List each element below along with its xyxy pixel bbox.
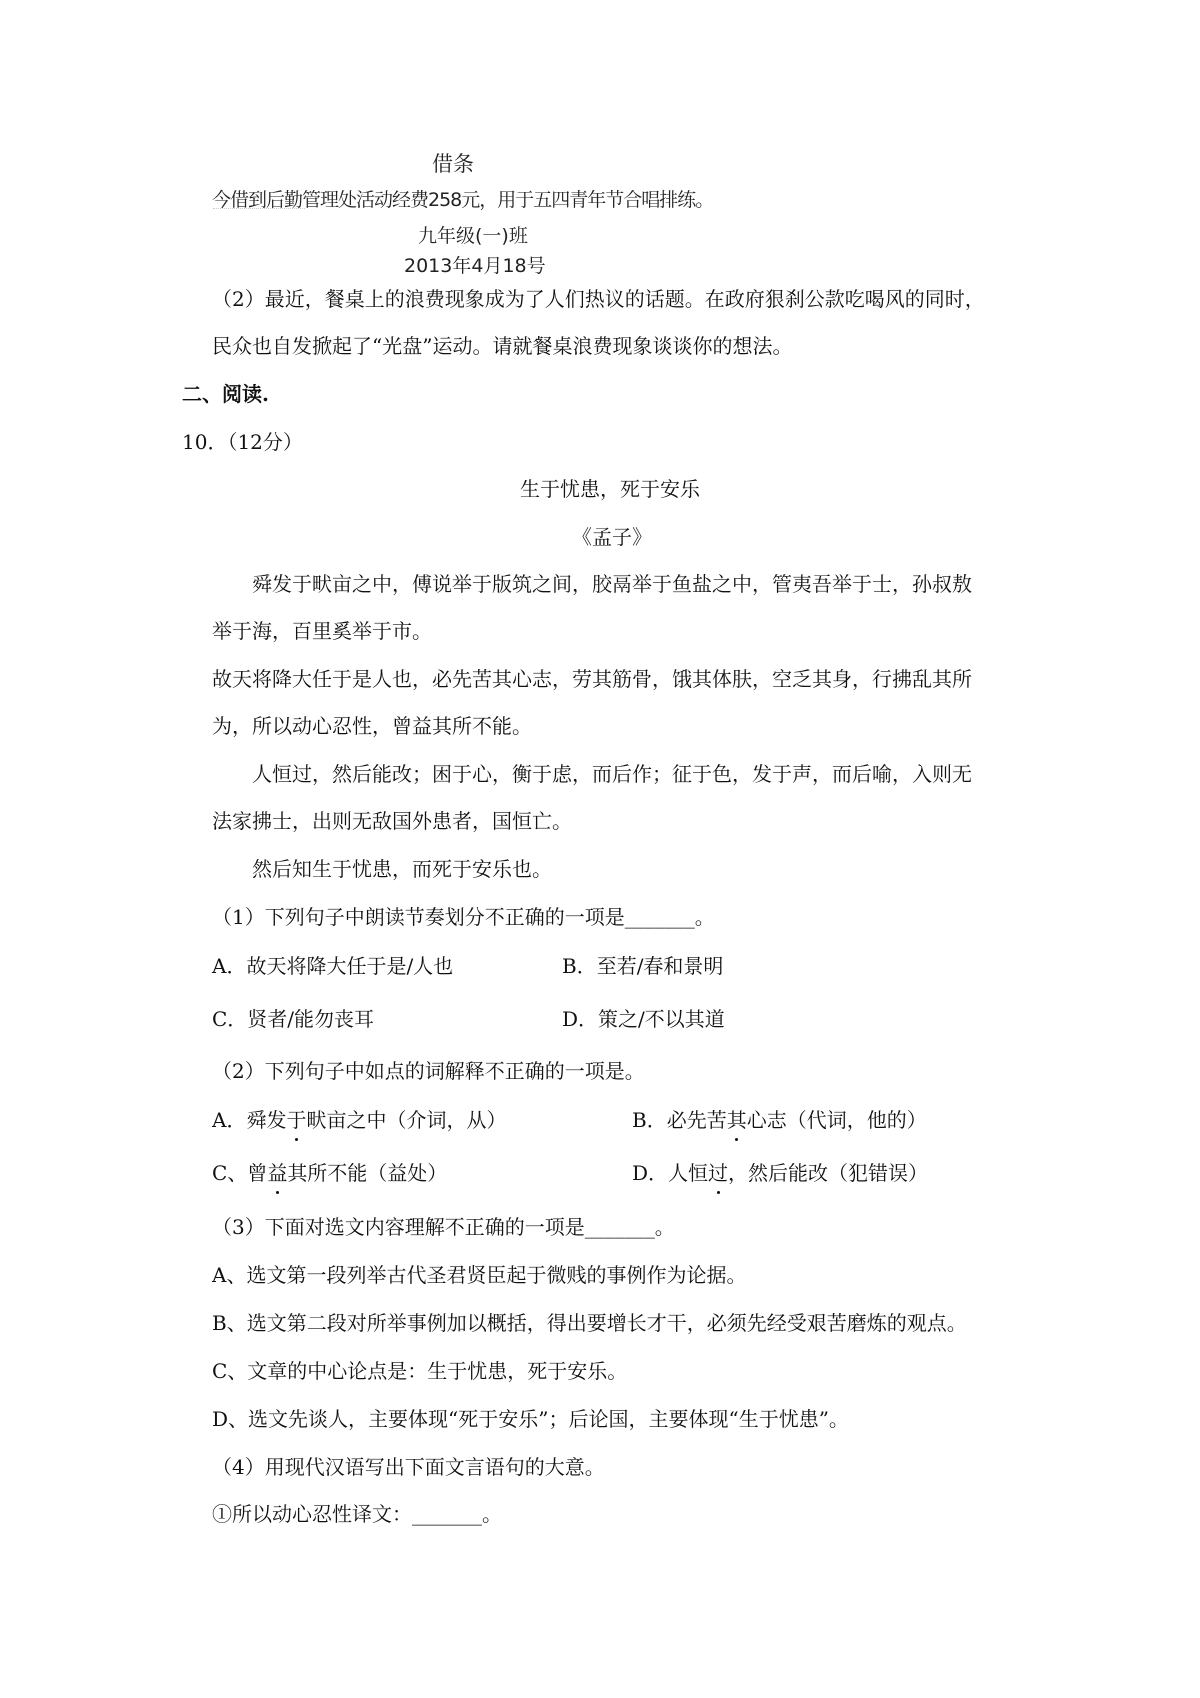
sq2-b-post: 心志（代词，他的） — [746, 1108, 927, 1132]
note-signer: 九年级(一)班 — [418, 225, 528, 247]
sq2-d-post: ，然后能改（犯错误） — [728, 1161, 929, 1185]
sq2-a-pre: A．舜发 — [212, 1108, 287, 1132]
passage-title: 生于忧患，死于安乐 — [520, 477, 700, 501]
sq2-d-pre: D．人恒 — [632, 1161, 709, 1185]
sq2-option-b — [632, 1106, 927, 1134]
sq3-stem: （3）下面对选文内容理解不正确的一项是_______。 — [212, 1215, 675, 1239]
sq2-c-dotted-word: 益 — [267, 1161, 288, 1185]
sq2-c-pre: C、曾 — [212, 1161, 268, 1185]
q10-header: 10．（12分） — [182, 430, 303, 454]
note-body: 今借到后勤管理处活动经费258元，用于五四青年节合唱排练。 — [212, 189, 714, 211]
sq1-stem: （1）下列句子中朗读节奏划分不正确的一项是_______。 — [212, 905, 715, 929]
sq2-b-dotted-word: 其 — [726, 1108, 747, 1132]
sq3-option-b: B、选文第二段对所举事例加以概括，得出要增长才干，必须先经受艰苦磨炼的观点。 — [212, 1311, 967, 1335]
passage-para4: 然后知生于忧患，而死于安乐也。 — [252, 857, 552, 881]
note-date: 2013年4月18号 — [404, 255, 546, 277]
note-title: 借条 — [432, 152, 474, 176]
passage-para3-line1: 人恒过，然后能改；困于心，衡于虑，而后作；征于色，发于声，而后喻，入则无 — [252, 762, 972, 786]
sq2-d-dotted-word: 过 — [708, 1161, 729, 1185]
sq2-option-a — [212, 1106, 506, 1134]
sq2-option-d — [632, 1159, 928, 1187]
sq3-option-d: D、选文先谈人，主要体现“死于安乐”；后论国，主要体现“生于忧患”。 — [212, 1407, 849, 1431]
sq2-b-pre: B．必先苦 — [632, 1108, 727, 1132]
sq1-option-b: B．至若/春和景明 — [562, 954, 724, 978]
passage-para3-line2: 法家拂士，出则无敌国外患者，国恒亡。 — [212, 809, 572, 833]
sq2-option-c — [212, 1159, 447, 1187]
passage-para2-line2: 为，所以动心忍性，曾益其所不能。 — [212, 714, 532, 738]
sq4-item1: ①所以动心忍性译文：_______。 — [212, 1502, 502, 1526]
sq1-option-a: A．故天将降大任于是/人也 — [212, 954, 454, 978]
sq3-option-c: C、文章的中心论点是：生于忧患，死于安乐。 — [212, 1359, 628, 1383]
passage-author: 《孟子》 — [572, 525, 652, 549]
sq1-option-c: C．贤者/能勿丧耳 — [212, 1007, 375, 1031]
sq4-stem: （4）用现代汉语写出下面文言语句的大意。 — [212, 1455, 605, 1479]
q9-2-line2: 民众也自发掀起了“光盘”运动。请就餐桌浪费现象谈谈你的想法。 — [212, 334, 793, 358]
passage-para2-line1: 故天将降大任于是人也，必先苦其心志，劳其筋骨，饿其体肤，空乏其身，行拂乱其所 — [212, 667, 972, 691]
sq1-option-d: D．策之/不以其道 — [562, 1007, 725, 1031]
sq2-a-post: 畎亩之中（介词，从） — [306, 1108, 507, 1132]
sq2-stem: （2）下列句子中如点的词解释不正确的一项是。 — [212, 1059, 645, 1083]
passage-para1-line2: 举于海，百里奚举于市。 — [212, 619, 432, 643]
passage-para1-line1: 舜发于畎亩之中，傅说举于版筑之间，胶鬲举于鱼盐之中，管夷吾举于士，孙叔敖 — [252, 572, 972, 596]
note-faint-mark — [213, 208, 305, 213]
sq3-option-a: A、选文第一段列举古代圣君贤臣起于微贱的事例作为论据。 — [212, 1263, 747, 1287]
sq2-a-dotted-word: 于 — [286, 1108, 307, 1132]
q9-2-line1: （2）最近，餐桌上的浪费现象成为了人们热议的话题。在政府狠刹公款吃喝风的同时， — [212, 287, 985, 311]
section-title: 二、阅读. — [182, 382, 269, 406]
sq2-c-post: 其所不能（益处） — [287, 1161, 448, 1185]
